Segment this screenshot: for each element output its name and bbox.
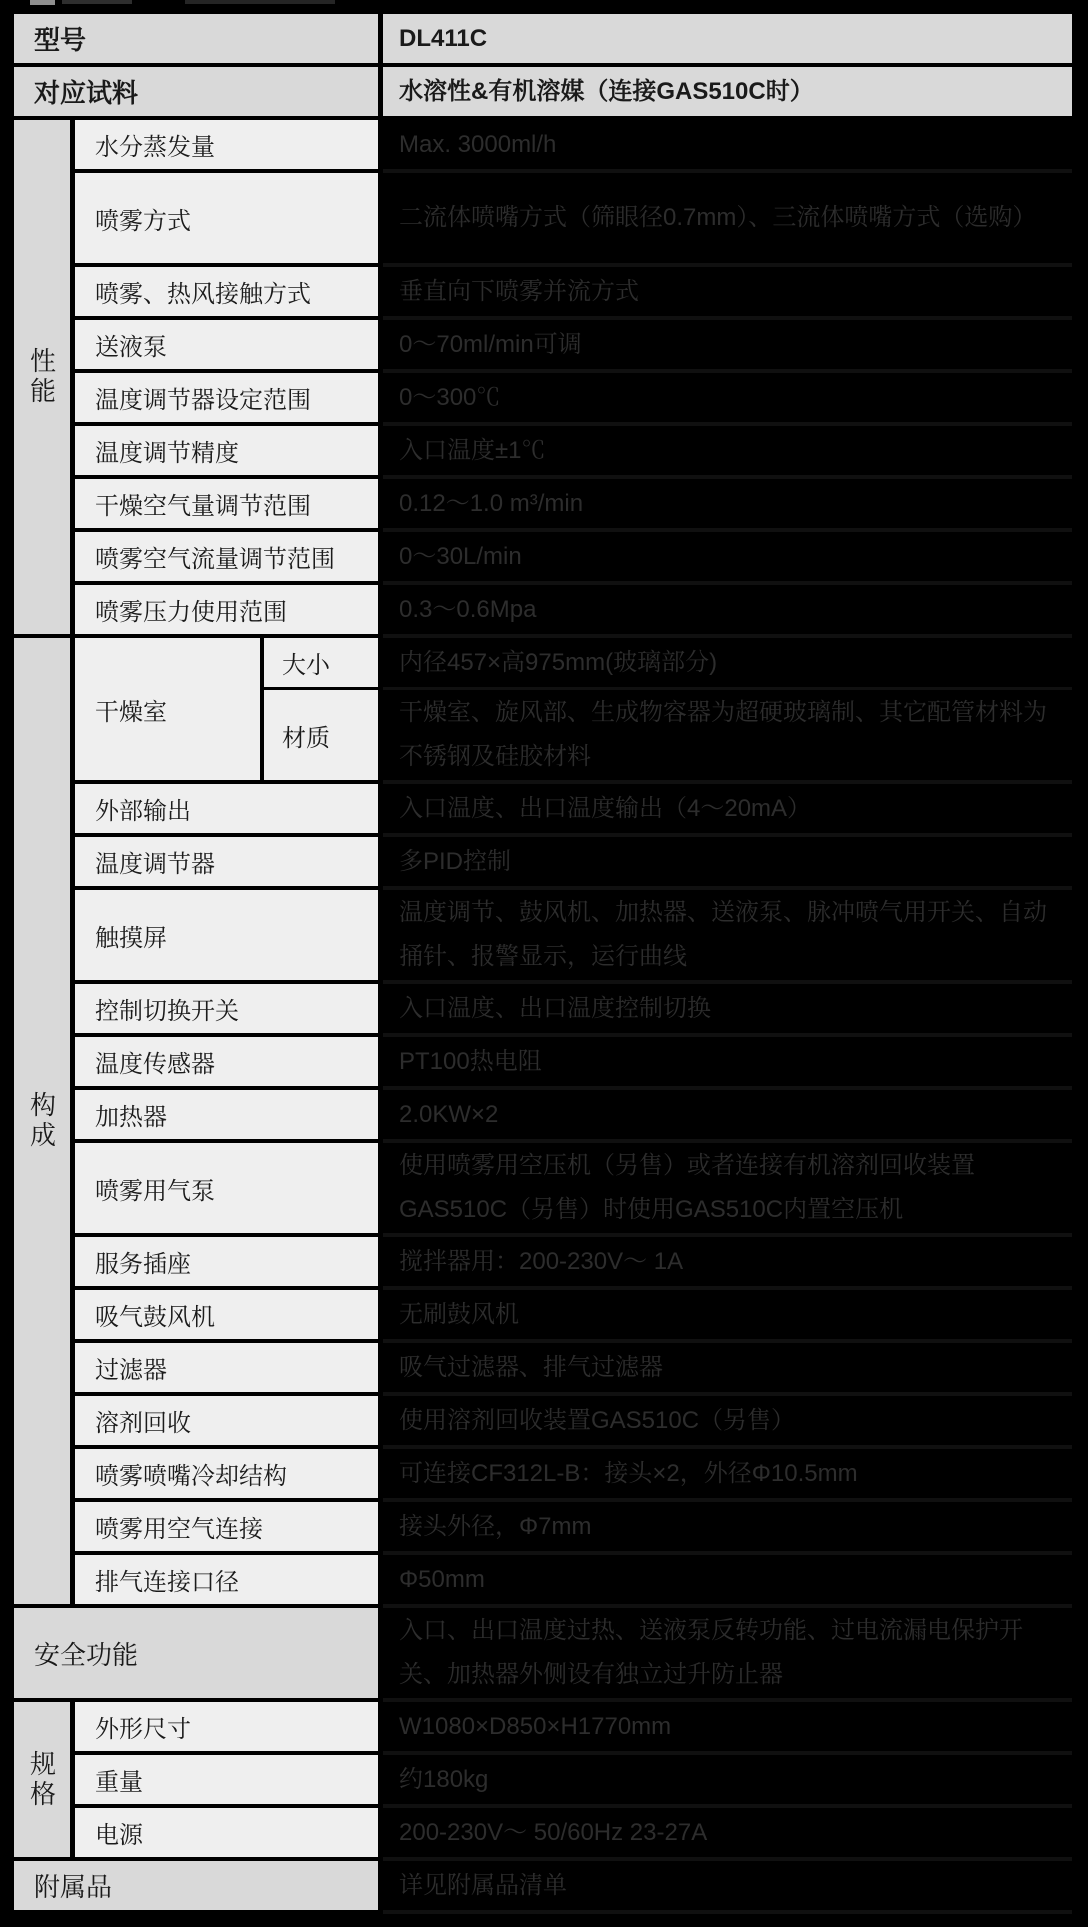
row-sublabel: 材质 [264,690,378,780]
table-row [75,120,1072,169]
row-label: 服务插座 [75,1237,378,1286]
table-row [75,479,1072,528]
row-label: 喷雾用气泵 [75,1143,378,1233]
row-value: 干燥室、旋风部、生成物容器为超硬玻璃制、其它配管材料为不锈钢及硅胶材料 [383,690,1072,780]
row-value: Φ50mm [383,1555,1072,1604]
row-value: 可连接CF312L-B：接头×2，外径Φ10.5mm [383,1449,1072,1498]
row-value: 搅拌器用：200-230V～ 1A [383,1237,1072,1286]
group-label: 性能 [26,347,57,407]
row-label: 排气连接口径 [75,1555,378,1604]
row-value: 入口温度、出口温度控制切换 [383,984,1072,1033]
row-label: 安全功能 [14,1608,378,1698]
row-value: 内径457×高975mm(玻璃部分) [383,638,1072,687]
table-row [75,173,1072,263]
row-value: 无刷鼓风机 [383,1290,1072,1339]
row-value: 0～300℃ [383,373,1072,422]
row-label: 温度传感器 [75,1037,378,1086]
row-label: 对应试料 [14,67,378,116]
row-label: 重量 [75,1755,378,1804]
row-value: W1080×D850×H1770mm [383,1702,1072,1751]
row-value: 使用溶剂回收装置GAS510C（另售） [383,1396,1072,1445]
table-row-model [14,14,1072,63]
table-row [75,1555,1072,1604]
table-row [75,984,1072,1033]
row-value: 入口、出口温度过热、送液泵反转功能、过电流漏电保护开关、加热器外侧设有独立过升防止器 [383,1608,1072,1698]
row-value: 使用喷雾用空压机（另售）或者连接有机溶剂回收装置GAS510C（另售）时使用GAS510C内置空压机 [383,1143,1072,1233]
table-row [75,532,1072,581]
table-row [75,1143,1072,1233]
row-value: Max. 3000ml/h [383,120,1072,169]
table-row-sample-type [14,67,1072,116]
row-value: 入口温度、出口温度输出（4～20mA） [383,784,1072,833]
table-row [75,585,1072,634]
row-label: 过滤器 [75,1343,378,1392]
row-value: PT100热电阻 [383,1037,1072,1086]
cropped-heading-fragment [62,0,132,4]
table-row [264,690,1072,780]
cropped-heading-fragment [185,0,335,4]
table-row [75,1808,1072,1857]
table-row [75,1090,1072,1139]
row-value: 吸气过滤器、排气过滤器 [383,1343,1072,1392]
cropped-heading-fragment [30,0,55,5]
row-sublabel: 大小 [264,638,378,687]
group-label-cell [14,1702,70,1857]
row-label: 温度调节器设定范围 [75,373,378,422]
table-row [75,1290,1072,1339]
row-label: 附属品 [14,1861,378,1910]
group-specifications [14,1702,1072,1857]
row-label: 喷雾、热风接触方式 [75,267,378,316]
row-label: 喷雾压力使用范围 [75,585,378,634]
row-label: 控制切换开关 [75,984,378,1033]
table-row [75,373,1072,422]
row-value: 0.3～0.6Mpa [383,585,1072,634]
table-row [75,1755,1072,1804]
table-row [75,784,1072,833]
row-label: 水分蒸发量 [75,120,378,169]
table-row [75,1702,1072,1751]
row-value: 2.0KW×2 [383,1090,1072,1139]
table-row [75,890,1072,980]
row-label: 喷雾方式 [75,173,378,263]
table-row-accessories [14,1861,1072,1910]
table-row [75,1037,1072,1086]
table-row [75,320,1072,369]
row-label: 温度调节精度 [75,426,378,475]
group-label-cell [14,638,70,1604]
row-label: 喷雾空气流量调节范围 [75,532,378,581]
table-row-drying-chamber [75,638,1072,780]
row-value: 多PID控制 [383,837,1072,886]
row-label: 溶剂回收 [75,1396,378,1445]
table-row [75,1502,1072,1551]
row-label: 外部输出 [75,784,378,833]
row-value: 200-230V～ 50/60Hz 23-27A [383,1808,1072,1857]
row-value: 0～70ml/min可调 [383,320,1072,369]
group-label: 规格 [26,1749,57,1810]
table-row [75,426,1072,475]
row-label: 吸气鼓风机 [75,1290,378,1339]
row-value: DL411C [383,14,1072,63]
row-value: 垂直向下喷雾并流方式 [383,267,1072,316]
row-value: 温度调节、鼓风机、加热器、送液泵、脉冲喷气用开关、自动捅针、报警显示，运行曲线 [383,890,1072,980]
row-value: 接头外径，Φ7mm [383,1502,1072,1551]
table-row [264,638,1072,687]
row-value: 0～30L/min [383,532,1072,581]
row-value: 0.12～1.0 m³/min [383,479,1072,528]
row-label: 温度调节器 [75,837,378,886]
table-row [75,1449,1072,1498]
row-label: 送液泵 [75,320,378,369]
spec-table [14,14,1072,1914]
row-label: 喷雾用空气连接 [75,1502,378,1551]
table-row [75,837,1072,886]
row-label: 型号 [14,14,378,63]
table-row [75,267,1072,316]
table-row [75,1396,1072,1445]
row-label: 电源 [75,1808,378,1857]
row-value: 约180kg [383,1755,1072,1804]
group-label: 构成 [26,1091,57,1151]
row-label: 加热器 [75,1090,378,1139]
row-label: 干燥空气量调节范围 [75,479,378,528]
group-composition [14,638,1072,1604]
table-row-safety [14,1608,1072,1698]
row-label: 喷雾喷嘴冷却结构 [75,1449,378,1498]
table-row [75,1343,1072,1392]
row-label: 干燥室 [75,638,260,780]
row-value: 入口温度±1℃ [383,426,1072,475]
row-value: 二流体喷嘴方式（筛眼径0.7mm）、三流体喷嘴方式（选购） [383,173,1072,263]
row-label: 外形尺寸 [75,1702,378,1751]
table-row [75,1237,1072,1286]
group-label-cell [14,120,70,634]
group-performance [14,120,1072,634]
row-value: 详见附属品清单 [383,1861,1072,1910]
row-value: 水溶性&有机溶媒（连接GAS510C时） [383,67,1072,116]
row-label: 触摸屏 [75,890,378,980]
